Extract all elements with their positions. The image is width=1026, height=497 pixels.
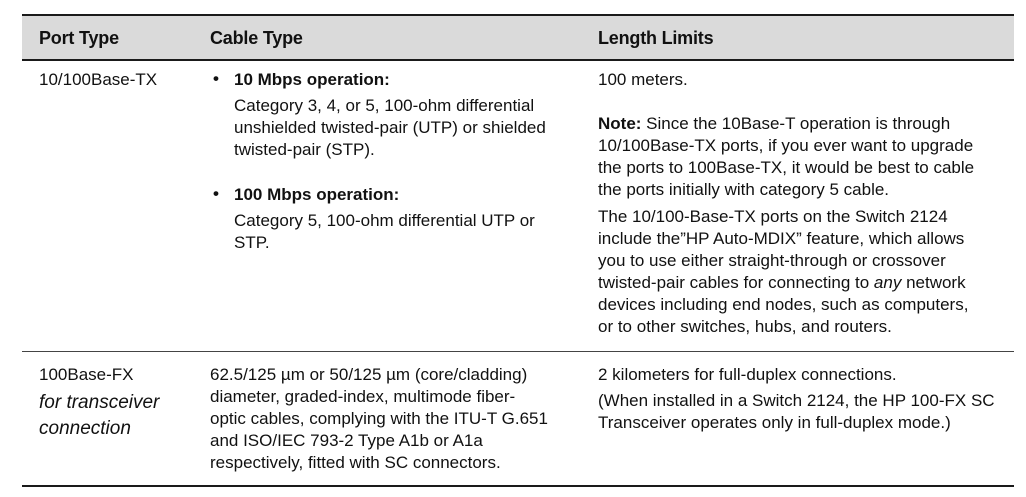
- row1-mdix-line: you to use either straight-through or crossover: [598, 251, 946, 270]
- row2-cable-line: 62.5/125 µm or 50/125 µm (core/cladding): [210, 365, 528, 384]
- row1-mdix-line: include the”HP Auto-MDIX” feature, which allows: [598, 229, 965, 248]
- row1-length-first: 100 meters.: [598, 70, 688, 89]
- row1-cable-line: Category 5, 100-ohm differential UTP or: [234, 211, 535, 230]
- row1-port-type: 10/100Base-TX: [39, 70, 158, 89]
- row2-length-line: 2 kilometers for full-duplex connections.: [598, 365, 897, 384]
- note-label: Note:: [598, 114, 642, 133]
- row1-cable-line: STP.: [234, 233, 270, 252]
- row2-cable-line: diameter, graded-index, multimode fiber-: [210, 387, 516, 406]
- row1-note-line: [598, 113, 950, 135]
- row1-note-line: 10/100Base-TX ports, if you ever want to upgrade: [598, 136, 974, 155]
- row2-port-sub: connection: [39, 418, 131, 439]
- row1-mdix-line: [598, 272, 966, 294]
- note-text: Since the 10Base-T operation is through: [641, 114, 951, 133]
- row1-cable-line: twisted-pair (STP).: [234, 140, 375, 159]
- row2-cable-line: and ISO/IEC 793-2 Type A1b or A1a: [210, 431, 483, 450]
- row1-mdix-line: devices including end nodes, such as computers,: [598, 295, 969, 314]
- row1-cable-bullet2-title: 100 Mbps operation:: [234, 185, 400, 204]
- row1-cable-bullet1-title: 10 Mbps operation:: [234, 70, 390, 89]
- row2-cable-line: optic cables, complying with the ITU-T G.651: [210, 409, 548, 428]
- header-port-type: Port Type: [39, 28, 119, 48]
- row2-length-line: (When installed in a Switch 2124, the HP 100-FX SC: [598, 391, 995, 410]
- row2-port-type: 100Base-FX: [39, 365, 134, 384]
- header-cable-type: Cable Type: [210, 28, 303, 48]
- row2-length-line: Transceiver operates only in full-duplex mode.): [598, 413, 951, 432]
- row1-note-line: the ports to 100Base-TX, it would be best to cable: [598, 158, 975, 177]
- header-rule: [22, 59, 1014, 61]
- header-length-limits: Length Limits: [598, 28, 714, 48]
- mdix-post: network: [901, 273, 966, 292]
- row2-cable-line: respectively, fitted with SC connectors.: [210, 453, 501, 472]
- table-bottom-rule: [22, 485, 1014, 487]
- row1-mdix-line: or to other switches, hubs, and routers.: [598, 317, 892, 336]
- row2-port-sub: for transceiver: [39, 392, 160, 413]
- bullet-dot: •: [213, 69, 219, 88]
- table-header: [22, 16, 1014, 59]
- bullet-dot: •: [213, 184, 219, 203]
- row1-mdix-line: The 10/100-Base-TX ports on the Switch 2124: [598, 207, 948, 226]
- row-divider: [22, 351, 1014, 352]
- row1-cable-line: unshielded twisted-pair (UTP) or shielded: [234, 118, 546, 137]
- mdix-pre: twisted-pair cables for connecting to: [598, 273, 874, 292]
- mdix-em: any: [873, 273, 902, 292]
- row1-note-line: the ports initially with category 5 cable.: [598, 180, 890, 199]
- row1-cable-line: Category 3, 4, or 5, 100-ohm differential: [234, 96, 535, 115]
